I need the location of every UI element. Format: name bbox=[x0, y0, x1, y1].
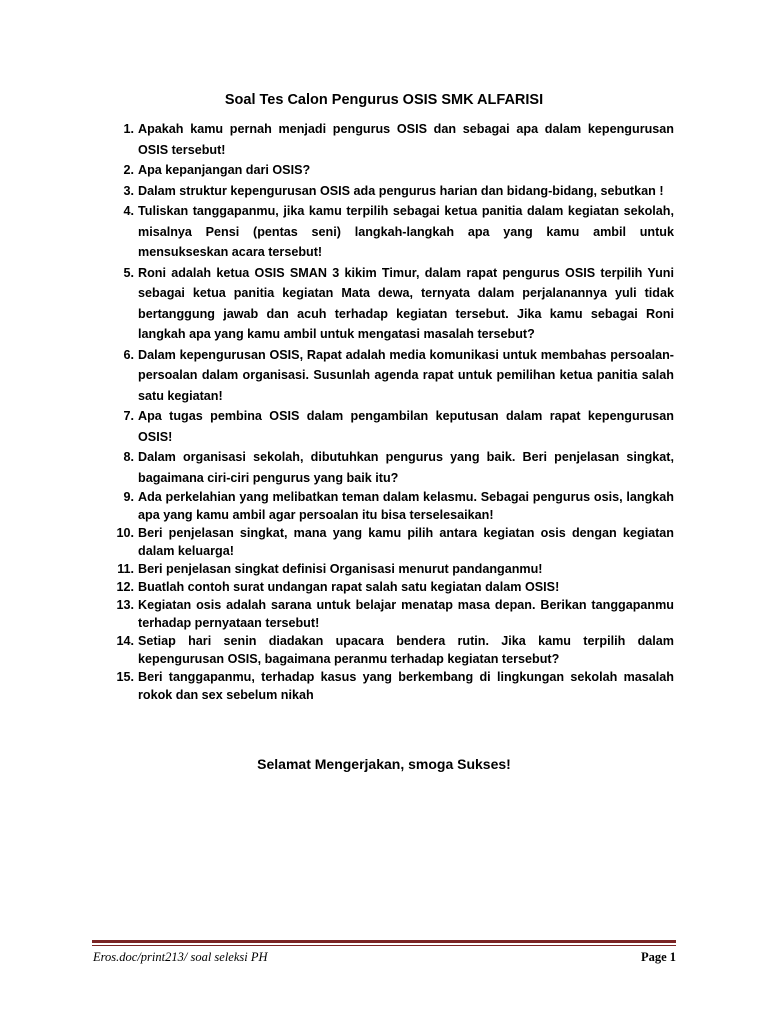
question-number: 14. bbox=[116, 634, 134, 648]
question-text: Beri penjelasan singkat definisi Organisasi menurut pandanganmu! bbox=[138, 562, 543, 576]
question-list bbox=[96, 119, 674, 704]
question-number: 2. bbox=[123, 163, 134, 177]
question-number: 8. bbox=[123, 450, 134, 464]
question-item bbox=[96, 406, 674, 447]
question-number: 3. bbox=[123, 183, 134, 198]
question-item bbox=[96, 596, 674, 632]
question-text: Apakah kamu pernah menjadi pengurus OSIS dan sebagai apa dalam kepengurusan OSIS tersebut! bbox=[138, 122, 674, 157]
question-number: 5. bbox=[123, 265, 134, 280]
question-number: 9. bbox=[123, 490, 134, 504]
question-item bbox=[96, 524, 674, 560]
question-item bbox=[96, 668, 674, 704]
question-item bbox=[96, 447, 674, 488]
question-item bbox=[96, 560, 674, 578]
question-text: Tuliskan tanggapanmu, jika kamu terpilih sebagai ketua panitia dalam kegiatan sekolah, misalnya Pensi (pentas seni) langkah-langkah apa yang kamu ambil untuk mensukseskan acara tersebut! bbox=[138, 204, 674, 259]
question-number: 4. bbox=[123, 204, 134, 218]
question-item bbox=[96, 488, 674, 524]
document-title: Soal Tes Calon Pengurus OSIS SMK ALFARISI bbox=[224, 92, 544, 108]
question-text: Buatlah contoh surat undangan rapat salah satu kegiatan dalam OSIS! bbox=[138, 580, 560, 594]
footer-divider-thin bbox=[92, 945, 676, 946]
question-number: 7. bbox=[123, 409, 134, 423]
question-text: Apa kepanjangan dari OSIS? bbox=[138, 163, 311, 177]
question-item bbox=[96, 578, 674, 596]
question-number: 6. bbox=[123, 347, 134, 362]
footer-divider bbox=[92, 940, 676, 943]
question-text: Ada perkelahian yang melibatkan teman dalam kelasmu. Sebagai pengurus osis, langkah apa yang kamu ambil agar persoalan itu bisa terselesaikan! bbox=[138, 490, 674, 522]
question-number: 13. bbox=[116, 598, 134, 612]
question-text: Dalam struktur kepengurusan OSIS ada pengurus harian dan bidang-bidang, sebutkan ! bbox=[138, 183, 664, 198]
question-number: 1. bbox=[123, 122, 134, 136]
question-text: Beri penjelasan singkat, mana yang kamu pilih antara kegiatan osis dengan kegiatan dalam keluarga! bbox=[138, 526, 674, 558]
question-number: 15. bbox=[116, 670, 134, 684]
question-text: Roni adalah ketua OSIS SMAN 3 kikim Timur, dalam rapat pengurus OSIS terpilih Yuni sebagai ketua panitia kegiatan Mata dewa, ternyata dalam perjalanannya yuli tidak bertanggung jawab dan acuh terhadap kegiatan tersebut. Jika kamu sebagai Roni langkah apa yang kamu ambil untuk mengatasi masalah tersebut? bbox=[138, 265, 674, 341]
question-item bbox=[96, 201, 674, 263]
closing-message: Selamat Mengerjakan, smoga Sukses! bbox=[257, 756, 511, 772]
question-text: Setiap hari senin diadakan upacara bendera rutin. Jika kamu terpilih dalam kepengurusan OSIS, bagaimana peranmu terhadap kegiatan tersebut? bbox=[138, 634, 674, 666]
question-item bbox=[96, 181, 674, 202]
footer-page-number: Page 1 bbox=[640, 950, 676, 964]
question-number: 12. bbox=[116, 580, 134, 594]
question-text: Apa tugas pembina OSIS dalam pengambilan keputusan dalam rapat kepengurusan OSIS! bbox=[138, 409, 674, 444]
footer-file-path: Eros.doc/print213/ soal seleksi PH bbox=[93, 950, 268, 964]
question-item bbox=[96, 263, 674, 345]
question-text: Dalam kepengurusan OSIS, Rapat adalah media komunikasi untuk membahas persoalan-persoalan dalam organisasi. Susunlah agenda rapat untuk pemilihan ketua panitia salah satu kegiatan! bbox=[138, 347, 674, 403]
question-text: Beri tanggapanmu, terhadap kasus yang berkembang di lingkungan sekolah masalah rokok dan sex sebelum nikah bbox=[138, 670, 674, 702]
question-number: 10. bbox=[116, 526, 134, 540]
question-item bbox=[96, 119, 674, 160]
question-text: Kegiatan osis adalah sarana untuk belajar menatap masa depan. Berikan tanggapanmu terhadap pernyataan tersebut! bbox=[138, 598, 674, 630]
question-number: 11. bbox=[117, 562, 134, 576]
question-text: Dalam organisasi sekolah, dibutuhkan pengurus yang baik. Beri penjelasan singkat, bagaimana ciri-ciri pengurus yang baik itu? bbox=[138, 450, 674, 485]
question-item bbox=[96, 160, 674, 181]
question-item bbox=[96, 632, 674, 668]
question-item bbox=[96, 345, 674, 407]
